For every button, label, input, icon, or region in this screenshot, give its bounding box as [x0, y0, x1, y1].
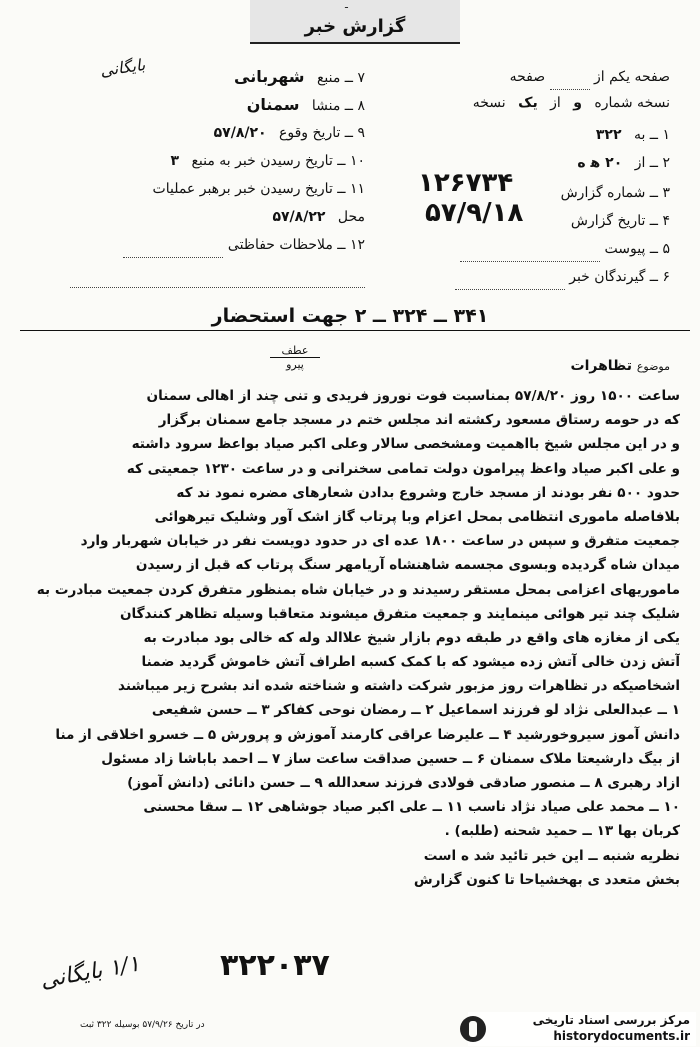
- divider: [20, 330, 690, 331]
- field-event-date: ۹ ــ تاریخ وقوع ۵۷/۸/۲۰: [213, 125, 365, 141]
- registration-number: ۳۲۲۰۳۷: [220, 948, 330, 983]
- reference-label: عطف: [270, 344, 320, 358]
- body-line: ۱۰ ــ محمد علی صیاد نژاد ناسب ۱۱ ــ علی اکبر صیاد جوشاهی ۱۲ ــ سقا محسنی: [143, 799, 680, 816]
- report-number-value: ۱۲۶۷۳۴: [418, 168, 514, 198]
- subject: [571, 358, 670, 374]
- handwritten-signature: ۱/۱ بایگانی: [38, 951, 142, 994]
- header-mark: ـ: [345, 0, 348, 11]
- body-line: اشخاصیکه در تظاهرات روز مزبور شرکت داشته و شناخته شده اند بشرح زیر میباشند: [118, 678, 680, 695]
- body-line: ۱ ــ عبدالعلی نژاد لو فرزند اسماعیل ۲ ــ رمضان نوحی کفاکر ۳ ــ حسن شفیعی: [151, 702, 680, 719]
- body-line: و علی اکبر صیاد واعظ پیرامون دولت تمامی سخنرانی و در ساعت ۱۲۳۰ جمعیتی که: [126, 460, 680, 477]
- report-body: [22, 384, 680, 892]
- field-report-date: ۴ ــ تاریخ گزارش: [570, 213, 670, 229]
- body-line: آتش زدن خالی آتش زده میشود که با کمک کسبه اطراف آتش خاموش گردید ضمنا: [141, 654, 680, 671]
- reference-box: [270, 344, 320, 371]
- body-line: و در این مجلس شیخ بااهمیت ومشخصی سالار وعلی اکبر صیاد بواعظ سرود داشته: [131, 436, 680, 453]
- body-line: دانش آموز سیروخورشید ۴ ــ علیرضا عراقی کارمند آموزش و پرورش ۵ ــ خسرو اخلاقی از منا: [55, 726, 680, 743]
- handwritten-archive-note: بایگانی: [98, 54, 147, 81]
- body-line: جمعیت متفرق و سپس در ساعت ۱۸۰۰ عده ای در حدود دویست نفر در خیابان شهربار وارد: [80, 533, 680, 550]
- field-dotted-line: [60, 262, 365, 288]
- body-line: ازاد رهبری ۸ ــ منصور صادقی فولادی فرزند سعدالله ۹ ــ حسن دانائی (دانش آموز): [127, 775, 680, 791]
- field-place: محل ۵۷/۸/۲۲: [272, 209, 365, 225]
- body-line: از بیگ دارشیعتا ملاک سمنان ۶ ــ حسین صداقت ساعت ساز ۷ ــ احمد باباشا زاد مسئول: [101, 750, 680, 767]
- report-title: گزارش خبر: [304, 16, 406, 37]
- distribution-line: ۳۴۱ ــ ۳۲۴ ــ ۲ جهت استحضار: [211, 305, 489, 327]
- watermark: [468, 1012, 696, 1046]
- subject-label: موضوع: [636, 360, 670, 373]
- body-line: نظریه شنبه ــ این خبر تائید شد ه است: [423, 847, 680, 864]
- body-line: ساعت ۱۵۰۰ روز ۵۷/۸/۲۰ بمناسبت فوت نوروز فریدی و تنی چند از اهالی سمنان: [146, 388, 680, 404]
- watermark-url: historydocuments.ir: [553, 1029, 690, 1043]
- field-from: ۲ ــ از ۲۰ ه‍ ه: [577, 155, 670, 171]
- field-received-operations: ۱۱ ــ تاریخ رسیدن خبر برهبر عملیات: [152, 181, 365, 197]
- body-line: که در حومه رستاق مسعود رکشته اند مجلس ختم در مسجد جامع سمنان برگزار: [158, 412, 680, 429]
- field-to: ۱ ــ به ۳۲۲: [595, 127, 670, 143]
- field-recipients: ۶ ــ گیرندگان خبر: [380, 264, 670, 290]
- archive-logo-icon: [460, 1016, 486, 1042]
- body-line: شلیک چند تیر هوائی مینمایند و جمعیت متفرق میشوند متعاقبا وسیله تظاهر کنندگان: [119, 605, 680, 622]
- field-security-notes: ۱۲ ــ ملاحظات حفاظتی: [60, 232, 365, 258]
- subject-value: تظاهرات: [570, 358, 632, 374]
- report-date-value: ۵۷/۹/۱۸: [425, 198, 524, 228]
- body-line: بخش متعدد ی بهخشیاحا تا کنون گزارش: [413, 871, 680, 888]
- field-source: ۷ ــ منبع شهربانی: [234, 67, 365, 86]
- field-report-number: ۳ ــ شماره گزارش: [560, 185, 670, 201]
- reference-value: پیرو: [286, 358, 304, 371]
- field-origin: ۸ ــ منشا سمنان: [246, 95, 365, 114]
- field-page: صفحه یکم از صفحه: [380, 64, 670, 90]
- field-copy-number: نسخه شماره و از یک نسخه: [472, 95, 670, 111]
- body-line: ماموریهای اعزامی بمحل مستقر رسیدند و در خیابان شاه بمنظور متفرق کردن جمعیت مبادرت به: [36, 581, 680, 598]
- field-attachment: ۵ ــ پیوست: [380, 236, 670, 262]
- body-line: یکی از مغازه های واقع در طبقه دوم بازار شیخ علاالد وله که خالی بود مبادرت به: [143, 629, 680, 646]
- field-received-source: ۱۰ ــ تاریخ رسیدن خبر به منبع ۳: [170, 153, 365, 169]
- footer-note: در تاریخ ۵۷/۹/۲۶ بوسیله ۳۲۲ ثبت: [80, 1020, 205, 1030]
- body-line: میدان شاه گردیده وبسوی مجسمه شاهنشاه آریامهر سنگ پرتاب که قبل از رسیدن: [135, 557, 680, 574]
- body-line: بلافاصله ماموری انتظامی بمحل اعزام وبا پرتاب گاز اشک آور وشلیک تیرهوائی: [154, 508, 680, 525]
- body-line: حدود ۵۰۰ نفر بودند از مسجد خارج وشروع بدادن شعارهای مضره نمود ند که: [176, 484, 680, 501]
- watermark-title: مرکز بررسی اسناد تاریخی: [532, 1013, 690, 1027]
- body-line: کربان بها ۱۳ ــ حمید شحنه (طلبه) .: [444, 823, 680, 840]
